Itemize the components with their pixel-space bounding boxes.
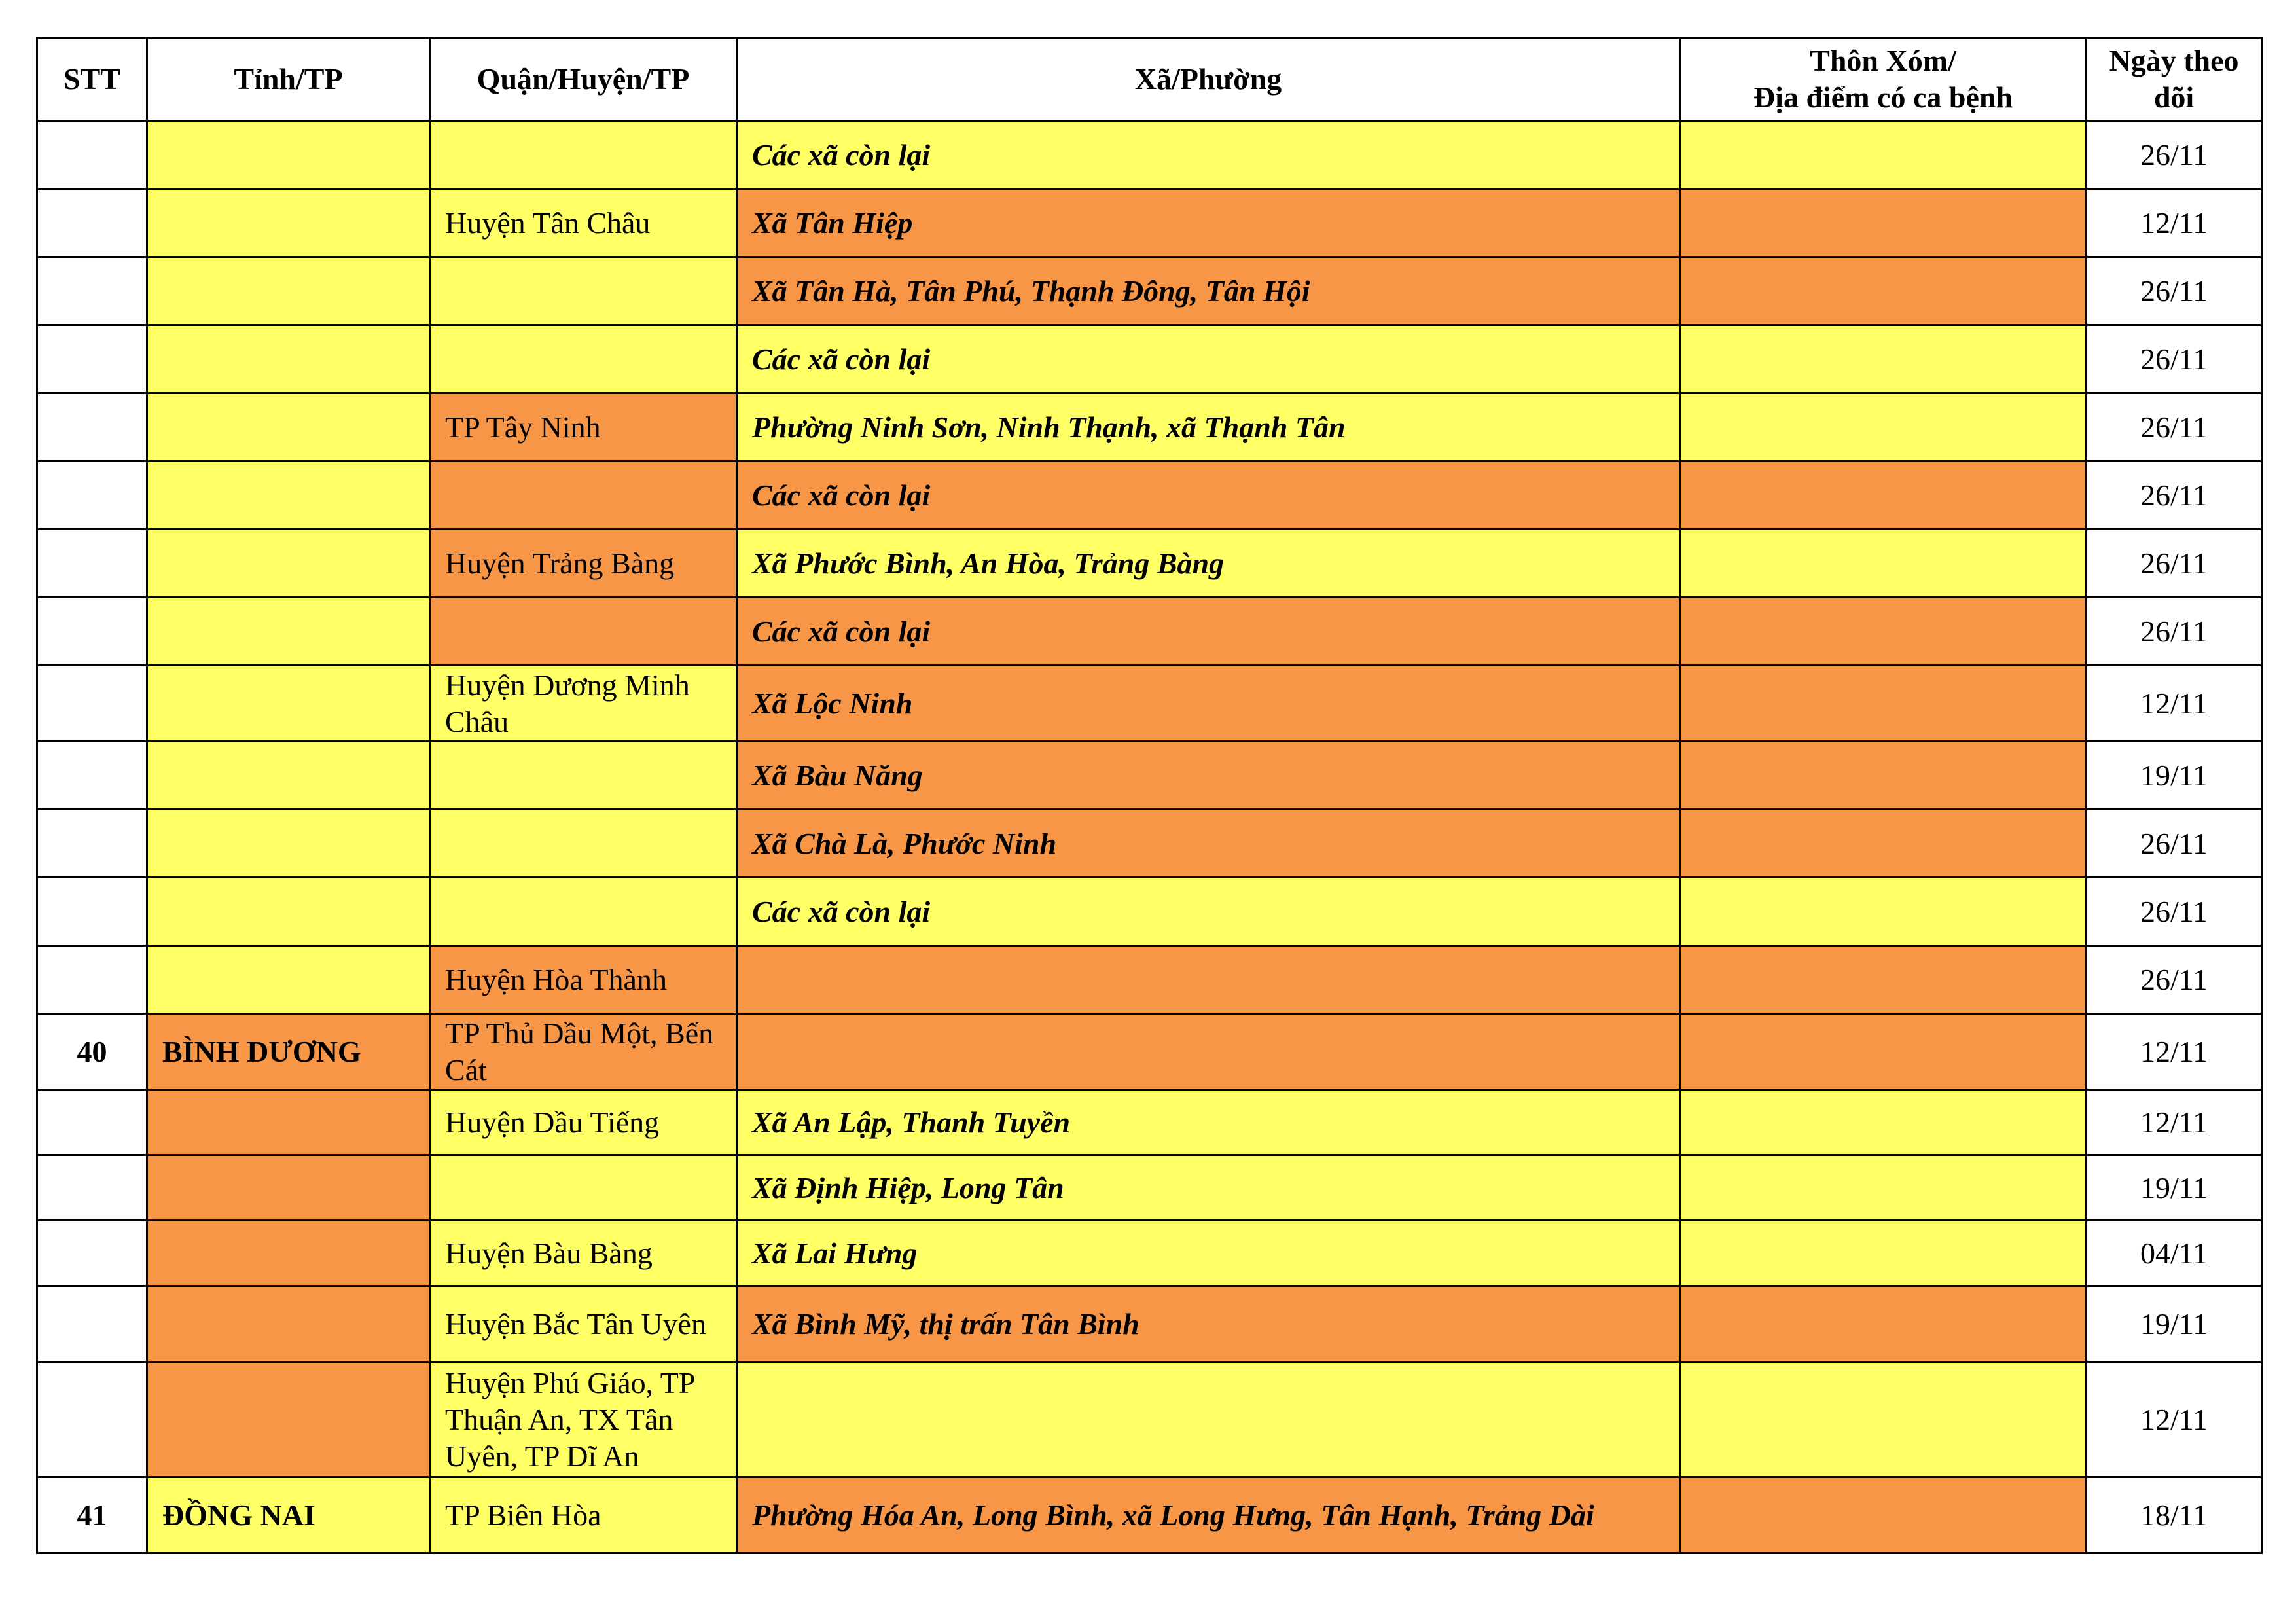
cell-province xyxy=(147,666,430,742)
cell-stt xyxy=(37,530,147,598)
table-row xyxy=(37,257,2262,325)
cell-date: 26/11 xyxy=(2087,598,2262,666)
cell-hamlet xyxy=(1680,257,2087,325)
cell-hamlet xyxy=(1680,598,2087,666)
header-hamlet-line2: Địa điểm có ca bệnh xyxy=(1753,81,2013,114)
cell-province xyxy=(147,189,430,257)
cell-commune: Xã Phước Bình, An Hòa, Trảng Bàng xyxy=(737,530,1680,598)
header-province: Tỉnh/TP xyxy=(147,38,430,121)
table-row xyxy=(37,1477,2262,1553)
cell-district: TP Thủ Dầu Một, Bến Cát xyxy=(430,1014,737,1090)
cell-date: 12/11 xyxy=(2087,1362,2262,1477)
cell-hamlet xyxy=(1680,878,2087,946)
cell-district xyxy=(430,598,737,666)
cell-province xyxy=(147,598,430,666)
table-row xyxy=(37,598,2262,666)
cell-stt: 41 xyxy=(37,1477,147,1553)
cell-stt xyxy=(37,946,147,1014)
table-header-row xyxy=(37,38,2262,121)
cell-province xyxy=(147,946,430,1014)
cell-commune: Các xã còn lại xyxy=(737,325,1680,393)
cell-commune: Xã Chà Là, Phước Ninh xyxy=(737,810,1680,878)
header-date xyxy=(2087,38,2262,121)
cell-district xyxy=(430,461,737,530)
cell-commune: Phường Ninh Sơn, Ninh Thạnh, xã Thạnh Tân xyxy=(737,393,1680,461)
table-row xyxy=(37,1221,2262,1286)
cell-commune xyxy=(737,1362,1680,1477)
cell-hamlet xyxy=(1680,1477,2087,1553)
cell-district xyxy=(430,325,737,393)
table-row xyxy=(37,666,2262,742)
cell-commune: Xã An Lập, Thanh Tuyền xyxy=(737,1090,1680,1155)
cell-hamlet xyxy=(1680,1221,2087,1286)
cell-hamlet xyxy=(1680,1362,2087,1477)
cell-province xyxy=(147,742,430,810)
cell-hamlet xyxy=(1680,1286,2087,1362)
table-row xyxy=(37,810,2262,878)
cell-hamlet xyxy=(1680,946,2087,1014)
cell-date: 19/11 xyxy=(2087,1155,2262,1221)
cell-province xyxy=(147,1362,430,1477)
cell-province xyxy=(147,1155,430,1221)
table-row xyxy=(37,325,2262,393)
cell-district: Huyện Phú Giáo, TP Thuận An, TX Tân Uyên, TP Dĩ An xyxy=(430,1362,737,1477)
cell-commune: Xã Tân Hà, Tân Phú, Thạnh Đông, Tân Hội xyxy=(737,257,1680,325)
cell-commune: Xã Lộc Ninh xyxy=(737,666,1680,742)
table-row xyxy=(37,1362,2262,1477)
cell-date: 26/11 xyxy=(2087,878,2262,946)
cell-stt xyxy=(37,257,147,325)
table-row xyxy=(37,1286,2262,1362)
cell-district: Huyện Tân Châu xyxy=(430,189,737,257)
table-row xyxy=(37,1155,2262,1221)
cell-district: Huyện Dương Minh Châu xyxy=(430,666,737,742)
cell-stt xyxy=(37,1155,147,1221)
table-row xyxy=(37,742,2262,810)
table-row xyxy=(37,946,2262,1014)
cell-province xyxy=(147,325,430,393)
cell-hamlet xyxy=(1680,1155,2087,1221)
cell-date: 26/11 xyxy=(2087,461,2262,530)
cell-hamlet xyxy=(1680,461,2087,530)
cell-commune: Xã Định Hiệp, Long Tân xyxy=(737,1155,1680,1221)
cell-province: ĐỒNG NAI xyxy=(147,1477,430,1553)
cell-commune xyxy=(737,1014,1680,1090)
table-row xyxy=(37,461,2262,530)
cell-stt xyxy=(37,1286,147,1362)
cell-district xyxy=(430,257,737,325)
cell-stt xyxy=(37,1221,147,1286)
cell-district xyxy=(430,1155,737,1221)
cell-hamlet xyxy=(1680,666,2087,742)
cell-hamlet xyxy=(1680,810,2087,878)
cell-province xyxy=(147,393,430,461)
header-hamlet xyxy=(1680,38,2087,121)
cell-province xyxy=(147,1221,430,1286)
cell-stt: 40 xyxy=(37,1014,147,1090)
cell-date: 26/11 xyxy=(2087,257,2262,325)
table-row xyxy=(37,530,2262,598)
cell-province xyxy=(147,461,430,530)
table-row xyxy=(37,393,2262,461)
table-body xyxy=(37,121,2262,1553)
cell-district: Huyện Bắc Tân Uyên xyxy=(430,1286,737,1362)
cell-date: 12/11 xyxy=(2087,1014,2262,1090)
cell-hamlet xyxy=(1680,530,2087,598)
cell-hamlet xyxy=(1680,189,2087,257)
cell-district xyxy=(430,742,737,810)
cell-commune: Các xã còn lại xyxy=(737,598,1680,666)
cell-date: 19/11 xyxy=(2087,742,2262,810)
cell-province xyxy=(147,1286,430,1362)
cell-province xyxy=(147,121,430,189)
cell-date: 04/11 xyxy=(2087,1221,2262,1286)
header-hamlet-line1: Thôn Xóm/ xyxy=(1810,44,1956,77)
table-row xyxy=(37,1014,2262,1090)
cell-date: 26/11 xyxy=(2087,530,2262,598)
cell-stt xyxy=(37,189,147,257)
cell-date: 26/11 xyxy=(2087,393,2262,461)
covid-monitoring-table xyxy=(36,37,2263,1554)
cell-stt xyxy=(37,393,147,461)
cell-stt xyxy=(37,1362,147,1477)
cell-date: 12/11 xyxy=(2087,1090,2262,1155)
cell-district: Huyện Bàu Bàng xyxy=(430,1221,737,1286)
table-row xyxy=(37,189,2262,257)
cell-hamlet xyxy=(1680,121,2087,189)
header-commune: Xã/Phường xyxy=(737,38,1680,121)
cell-commune: Phường Hóa An, Long Bình, xã Long Hưng, Tân Hạnh, Trảng Dài xyxy=(737,1477,1680,1553)
cell-district: Huyện Trảng Bàng xyxy=(430,530,737,598)
cell-stt xyxy=(37,878,147,946)
cell-district: Huyện Hòa Thành xyxy=(430,946,737,1014)
cell-district: TP Biên Hòa xyxy=(430,1477,737,1553)
cell-commune xyxy=(737,946,1680,1014)
cell-hamlet xyxy=(1680,393,2087,461)
cell-commune: Xã Tân Hiệp xyxy=(737,189,1680,257)
header-date-line1: Ngày theo xyxy=(2109,44,2239,77)
cell-stt xyxy=(37,1090,147,1155)
cell-district xyxy=(430,810,737,878)
table-row xyxy=(37,121,2262,189)
cell-commune: Các xã còn lại xyxy=(737,878,1680,946)
cell-date: 19/11 xyxy=(2087,1286,2262,1362)
cell-province xyxy=(147,530,430,598)
cell-date: 26/11 xyxy=(2087,121,2262,189)
cell-hamlet xyxy=(1680,742,2087,810)
cell-stt xyxy=(37,121,147,189)
cell-province xyxy=(147,257,430,325)
cell-province xyxy=(147,1090,430,1155)
header-date-line2: dõi xyxy=(2153,81,2195,114)
cell-province: BÌNH DƯƠNG xyxy=(147,1014,430,1090)
cell-date: 12/11 xyxy=(2087,666,2262,742)
table-row xyxy=(37,878,2262,946)
cell-commune: Các xã còn lại xyxy=(737,461,1680,530)
cell-district: Huyện Dầu Tiếng xyxy=(430,1090,737,1155)
table-row xyxy=(37,1090,2262,1155)
cell-date: 26/11 xyxy=(2087,810,2262,878)
cell-date: 12/11 xyxy=(2087,189,2262,257)
cell-stt xyxy=(37,461,147,530)
cell-stt xyxy=(37,666,147,742)
cell-stt xyxy=(37,325,147,393)
cell-province xyxy=(147,810,430,878)
cell-date: 18/11 xyxy=(2087,1477,2262,1553)
cell-district xyxy=(430,878,737,946)
cell-district xyxy=(430,121,737,189)
header-district: Quận/Huyện/TP xyxy=(430,38,737,121)
cell-commune: Xã Bàu Năng xyxy=(737,742,1680,810)
header-stt: STT xyxy=(37,38,147,121)
cell-commune: Xã Bình Mỹ, thị trấn Tân Bình xyxy=(737,1286,1680,1362)
cell-stt xyxy=(37,598,147,666)
cell-date: 26/11 xyxy=(2087,946,2262,1014)
cell-hamlet xyxy=(1680,325,2087,393)
cell-province xyxy=(147,878,430,946)
cell-date: 26/11 xyxy=(2087,325,2262,393)
cell-hamlet xyxy=(1680,1090,2087,1155)
cell-commune: Các xã còn lại xyxy=(737,121,1680,189)
cell-district: TP Tây Ninh xyxy=(430,393,737,461)
cell-stt xyxy=(37,810,147,878)
cell-stt xyxy=(37,742,147,810)
cell-commune: Xã Lai Hưng xyxy=(737,1221,1680,1286)
cell-hamlet xyxy=(1680,1014,2087,1090)
